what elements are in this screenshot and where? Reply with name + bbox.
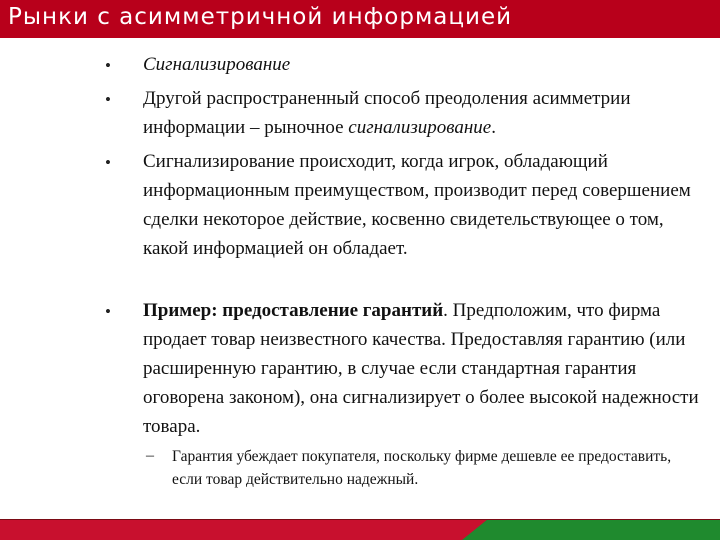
item-italic-term: сигнализирование bbox=[348, 117, 492, 138]
bullet: • bbox=[105, 90, 111, 109]
footer-decoration bbox=[0, 519, 720, 540]
item-text-end: . bbox=[491, 117, 496, 138]
bullet-item-signaling-definition: Сигнализирование происходит, когда игрок, обладающий информационным преимуществом, производит перед совершением сделки некоторое действие, косвенно свидетельствующее о том, какой информацией он обладает. bbox=[143, 151, 691, 259]
bullet-item-signaling-heading: Сигнализирование bbox=[143, 54, 291, 75]
item-text: Другой распространенный способ преодоления асимметрии информации – рыночное bbox=[143, 88, 631, 138]
bullet: • bbox=[105, 56, 111, 75]
bullet: • bbox=[105, 302, 111, 321]
bullet-item-warranty-example bbox=[143, 296, 705, 441]
subitem-warranty-reason: Гарантия убеждает покупателя, поскольку фирме дешевле ее предоставить, если товар действительно надежный. bbox=[172, 448, 672, 488]
bullet-item-market-signaling bbox=[143, 84, 705, 142]
footer-red-bar bbox=[0, 519, 488, 540]
dash-bullet: – bbox=[146, 447, 154, 464]
item-text: . Предположим, что фирма продает товар неизвестного качества. Предоставляя гарантию (или расширенную гарантию, в случае если стандартная гарантия оговорена законом), она сигнализирует о более высокой надежности товара. bbox=[143, 300, 699, 437]
slide-title: Рынки с асимметричной информацией bbox=[8, 4, 513, 30]
item-bold-lead: Пример: предоставление гарантий bbox=[143, 300, 444, 321]
bullet: • bbox=[105, 153, 111, 172]
